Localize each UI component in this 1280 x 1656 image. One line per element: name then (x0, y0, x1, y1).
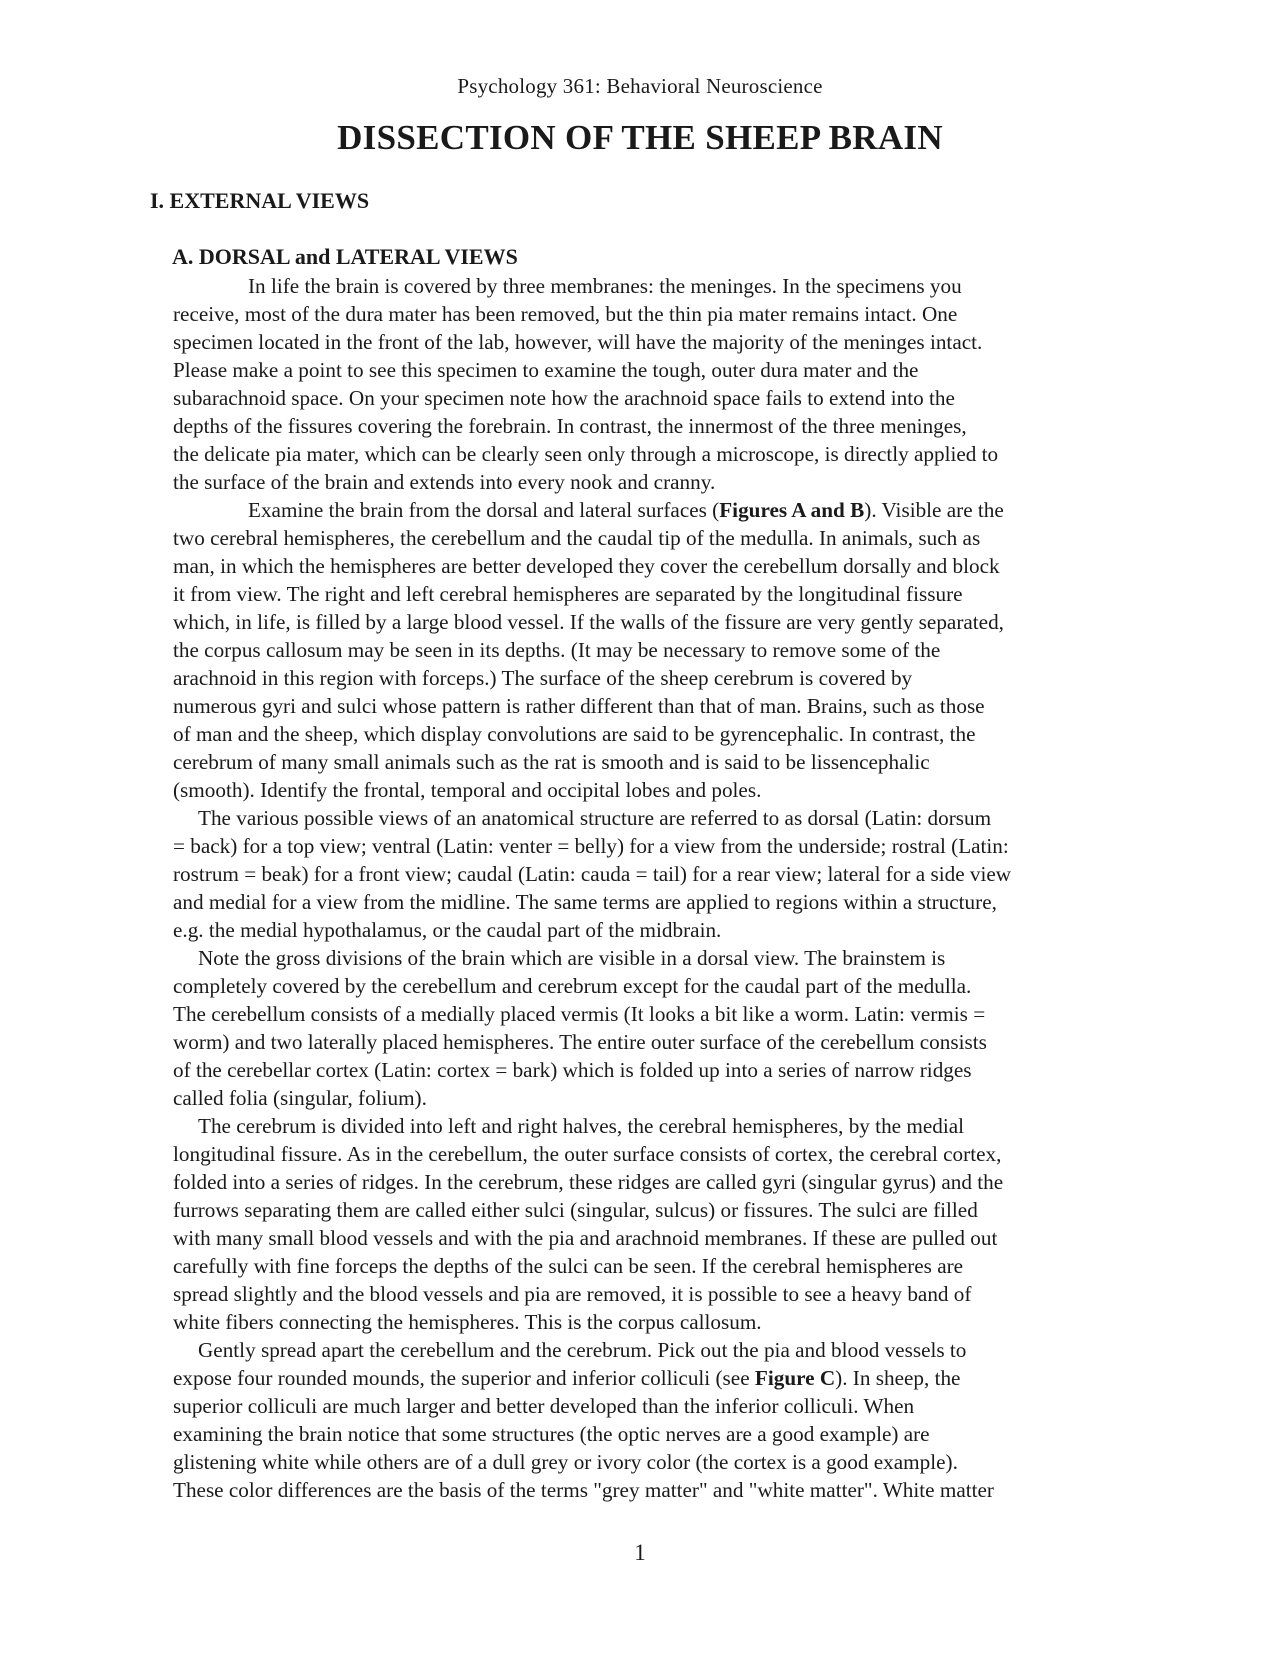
body-line: numerous gyri and sulci whose pattern is rather different than that of man. Brains, such as those (173, 694, 985, 718)
body-line: furrows separating them are called either sulci (singular, sulcus) or fissures. The sulci are filled (173, 1198, 978, 1222)
body-line: with many small blood vessels and with the pia and arachnoid membranes. If these are pulled out (173, 1226, 998, 1250)
body-text-run: expose four rounded mounds, the superior and inferior colliculi (see (173, 1366, 755, 1390)
body-line: of man and the sheep, which display convolutions are said to be gyrencephalic. In contrast, the (173, 722, 976, 746)
body-text-run: Examine the brain from the dorsal and lateral surfaces ( (248, 498, 720, 522)
body-line: worm) and two laterally placed hemispheres. The entire outer surface of the cerebellum consists (173, 1030, 987, 1054)
body-line: (smooth). Identify the frontal, temporal and occipital lobes and poles. (173, 778, 762, 802)
body-line: = back) for a top view; ventral (Latin: venter = belly) for a view from the underside; rostral (Latin: (173, 834, 1009, 858)
page-title: DISSECTION OF THE SHEEP BRAIN (337, 118, 943, 157)
body-line: of the cerebellar cortex (Latin: cortex = bark) which is folded up into a series of narrow ridges (173, 1058, 972, 1082)
body-line: receive, most of the dura mater has been removed, but the thin pia mater remains intact. One (173, 302, 958, 326)
body-line: it from view. The right and left cerebral hemispheres are separated by the longitudinal fissure (173, 582, 963, 606)
body-line: which, in life, is filled by a large blood vessel. If the walls of the fissure are very gently separated, (173, 610, 1004, 634)
body-line: and medial for a view from the midline. The same terms are applied to regions within a structure, (173, 890, 997, 914)
body-line: spread slightly and the blood vessels and pia are removed, it is possible to see a heavy band of (173, 1282, 972, 1306)
body-line: The cerebrum is divided into left and right halves, the cerebral hemispheres, by the medial (198, 1114, 965, 1138)
body-line: white fibers connecting the hemispheres. This is the corpus callosum. (173, 1310, 762, 1334)
body-line (173, 496, 1123, 524)
body-line: glistening white while others are of a dull grey or ivory color (the cortex is a good example). (173, 1450, 958, 1474)
body-line: Note the gross divisions of the brain which are visible in a dorsal view. The brainstem is (198, 946, 946, 970)
body-line: arachnoid in this region with forceps.) The surface of the sheep cerebrum is covered by (173, 666, 913, 690)
body-line (173, 1364, 1123, 1392)
body-line: These color differences are the basis of the terms "grey matter" and "white matter". White matter (173, 1478, 994, 1502)
body-line: In life the brain is covered by three membranes: the meninges. In the specimens you (248, 274, 962, 298)
body-line: specimen located in the front of the lab, however, will have the majority of the meninges intact. (173, 330, 983, 354)
body-line: Gently spread apart the cerebellum and the cerebrum. Pick out the pia and blood vessels to (198, 1338, 967, 1362)
body-text-run: ). Visible are the (864, 498, 1004, 522)
body-line: superior colliculi are much larger and better developed than the inferior colliculi. When (173, 1394, 915, 1418)
subsection-heading: A. DORSAL and LATERAL VIEWS (172, 244, 518, 269)
body-line: examining the brain notice that some structures (the optic nerves are a good example) are (173, 1422, 930, 1446)
body-text (173, 272, 1123, 1504)
figure-reference: Figure C (754, 1366, 836, 1390)
body-line: folded into a series of ridges. In the cerebrum, these ridges are called gyri (singular gyrus) and the (173, 1170, 1004, 1194)
body-line: The various possible views of an anatomical structure are referred to as dorsal (Latin: dorsum (198, 806, 992, 830)
body-line: longitudinal fissure. As in the cerebellum, the outer surface consists of cortex, the cerebral cortex, (173, 1142, 1002, 1166)
body-line: cerebrum of many small animals such as the rat is smooth and is said to be lissencephalic (173, 750, 930, 774)
body-line: completely covered by the cerebellum and cerebrum except for the caudal part of the medulla. (173, 974, 972, 998)
section-heading: I. EXTERNAL VIEWS (150, 188, 370, 213)
body-line: two cerebral hemispheres, the cerebellum and the caudal tip of the medulla. In animals, such as (173, 526, 981, 550)
body-text-run: ). In sheep, the (835, 1366, 961, 1390)
body-line: called folia (singular, folium). (173, 1086, 427, 1110)
body-line: the delicate pia mater, which can be clearly seen only through a microscope, is directly applied to (173, 442, 999, 466)
body-line: Please make a point to see this specimen to examine the tough, outer dura mater and the (173, 358, 919, 382)
page-number: 1 (634, 1540, 646, 1565)
body-line: e.g. the medial hypothalamus, or the caudal part of the midbrain. (173, 918, 722, 942)
body-line: the surface of the brain and extends into every nook and cranny. (173, 470, 716, 494)
body-line: the corpus callosum may be seen in its depths. (It may be necessary to remove some of the (173, 638, 941, 662)
body-line: man, in which the hemispheres are better developed they cover the cerebellum dorsally and block (173, 554, 1000, 578)
body-line: depths of the fissures covering the forebrain. In contrast, the innermost of the three meninges, (173, 414, 967, 438)
body-line: subarachnoid space. On your specimen note how the arachnoid space fails to extend into the (173, 386, 955, 410)
body-line: The cerebellum consists of a medially placed vermis (It looks a bit like a worm. Latin: vermis = (173, 1002, 986, 1026)
course-header: Psychology 361: Behavioral Neuroscience (457, 74, 823, 98)
body-line: carefully with fine forceps the depths of the sulci can be seen. If the cerebral hemispheres are (173, 1254, 964, 1278)
figure-reference: Figures A and B (719, 498, 865, 522)
body-line: rostrum = beak) for a front view; caudal (Latin: cauda = tail) for a rear view; lateral for a side view (173, 862, 1012, 886)
